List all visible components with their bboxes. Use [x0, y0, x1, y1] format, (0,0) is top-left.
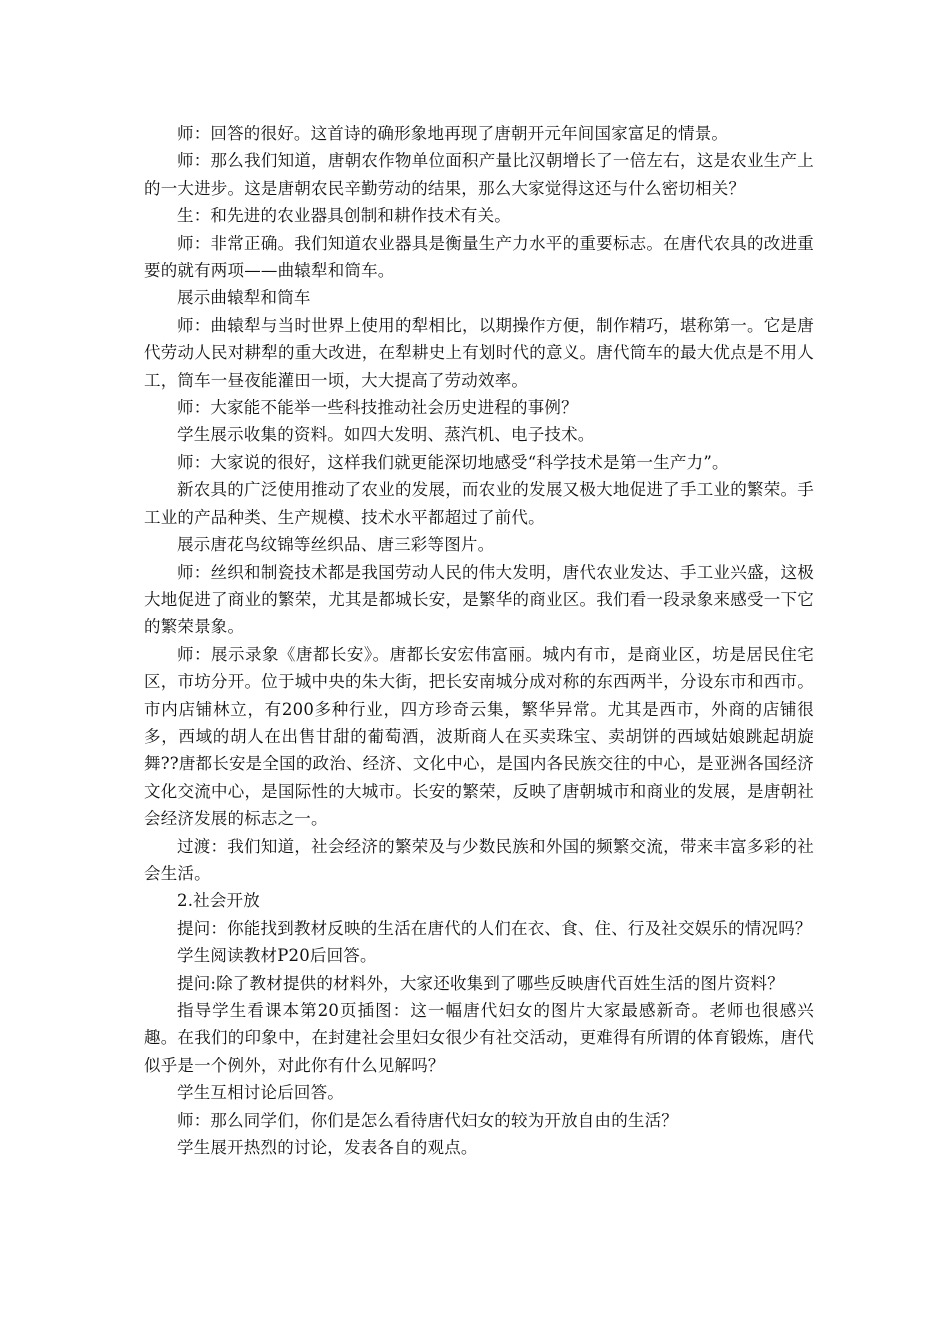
paragraph: 学生互相讨论后回答。 — [177, 1083, 344, 1103]
paragraph: 师：大家能不能举一些科技推动社会历史进程的事例？ — [177, 398, 578, 418]
paragraph: 师：那么同学们，你们是怎么看待唐代妇女的较为开放自由的生活？ — [177, 1110, 678, 1130]
paragraph: 师：那么我们知道，唐朝农作物单位面积产量比汉朝增长了一倍左右，这是农业生产上的一大进步。这是唐朝农民辛勤劳动的结果，那么大家觉得这还与什么密切相关？ — [144, 151, 814, 198]
paragraph: 师：丝织和制瓷技术都是我国劳动人民的伟大发明，唐代农业发达、手工业兴盛，这极大地促进了商业的繁荣，尤其是都城长安，是繁华的商业区。我们看一段录象来感受一下它的繁荣景象。 — [144, 562, 814, 637]
paragraph: 师：大家说的很好，这样我们就更能深切地感受“科学技术是第一生产力”。 — [177, 452, 729, 472]
paragraph: 提问:除了教材提供的材料外，大家还收集到了哪些反映唐代百姓生活的图片资料？ — [177, 973, 784, 993]
paragraph: 学生展示收集的资料。如四大发明、蒸汽机、电子技术。 — [177, 425, 595, 445]
paragraph: 新农具的广泛使用推动了农业的发展，而农业的发展又极大地促进了手工业的繁荣。手工业的产品种类、生产规模、技术水平都超过了前代。 — [144, 480, 814, 527]
paragraph: 学生阅读教材P20后回答。 — [177, 946, 377, 966]
paragraph: 师：非常正确。我们知道农业器具是衡量生产力水平的重要标志。在唐代农具的改进重要的就有两项——曲辕犁和筒车。 — [144, 233, 814, 281]
paragraph: 生：和先进的农业器具创制和耕作技术有关。 — [177, 206, 511, 226]
document-body — [144, 120, 814, 1161]
paragraph: 展示唐花鸟纹锦等丝织品、唐三彩等图片。 — [177, 535, 495, 555]
paragraph: 师：回答的很好。这首诗的确形象地再现了唐朝开元年间国家富足的情景。 — [177, 124, 729, 143]
paragraph: 过渡：我们知道，社会经济的繁荣及与少数民族和外国的频繁交流，带来丰富多彩的社会生活。 — [144, 836, 814, 883]
paragraph: 提问：你能找到教材反映的生活在唐代的人们在衣、食、住、行及社交娱乐的情况吗？ — [177, 918, 812, 938]
paragraph: 学生展开热烈的讨论，发表各自的观点。 — [177, 1138, 478, 1158]
paragraph: 师：曲辕犁与当时世界上使用的犁相比，以期操作方便，制作精巧，堪称第一。它是唐代劳动人民对耕犁的重大改进，在犁耕史上有划时代的意义。唐代筒车的最大优点是不用人工，筒车一昼夜能灌田一顷，大大提高了劳动效率。 — [144, 315, 814, 390]
paragraph: 指导学生看课本第20页插图：这一幅唐代妇女的图片大家最感新奇。老师也很感兴趣。在我们的印象中，在封建社会里妇女很少有社交活动，更难得有所谓的体育锻炼，唐代似乎是一个例外，对此你有什么见解吗？ — [144, 1001, 814, 1075]
paragraph: 师：展示录象《唐都长安》。唐都长安宏伟富丽。城内有市，是商业区，坊是居民住宅区，市坊分开。位于城中央的朱大街，把长安南城分成对称的东西两半，分设东市和西市。市内店铺林立，有200多种行业，四方珍奇云集，繁华异常。尤其是西市，外商的店铺很多，西域的胡人在出售甘甜的葡萄酒，波斯商人在买卖珠宝、卖胡饼的西域姑娘跳起胡旋舞??唐都长安是全国的政治、经济、文化中心，是国内各民族交往的中心，是亚洲各国经济文化交流中心，是国际性的大城市。长安的繁荣，反映了唐朝城市和商业的发展，是唐朝社会经济发展的标志之一。 — [144, 644, 814, 829]
paragraph: 展示曲辕犁和筒车 — [177, 288, 311, 308]
section-heading: 2.社会开放 — [177, 891, 260, 911]
